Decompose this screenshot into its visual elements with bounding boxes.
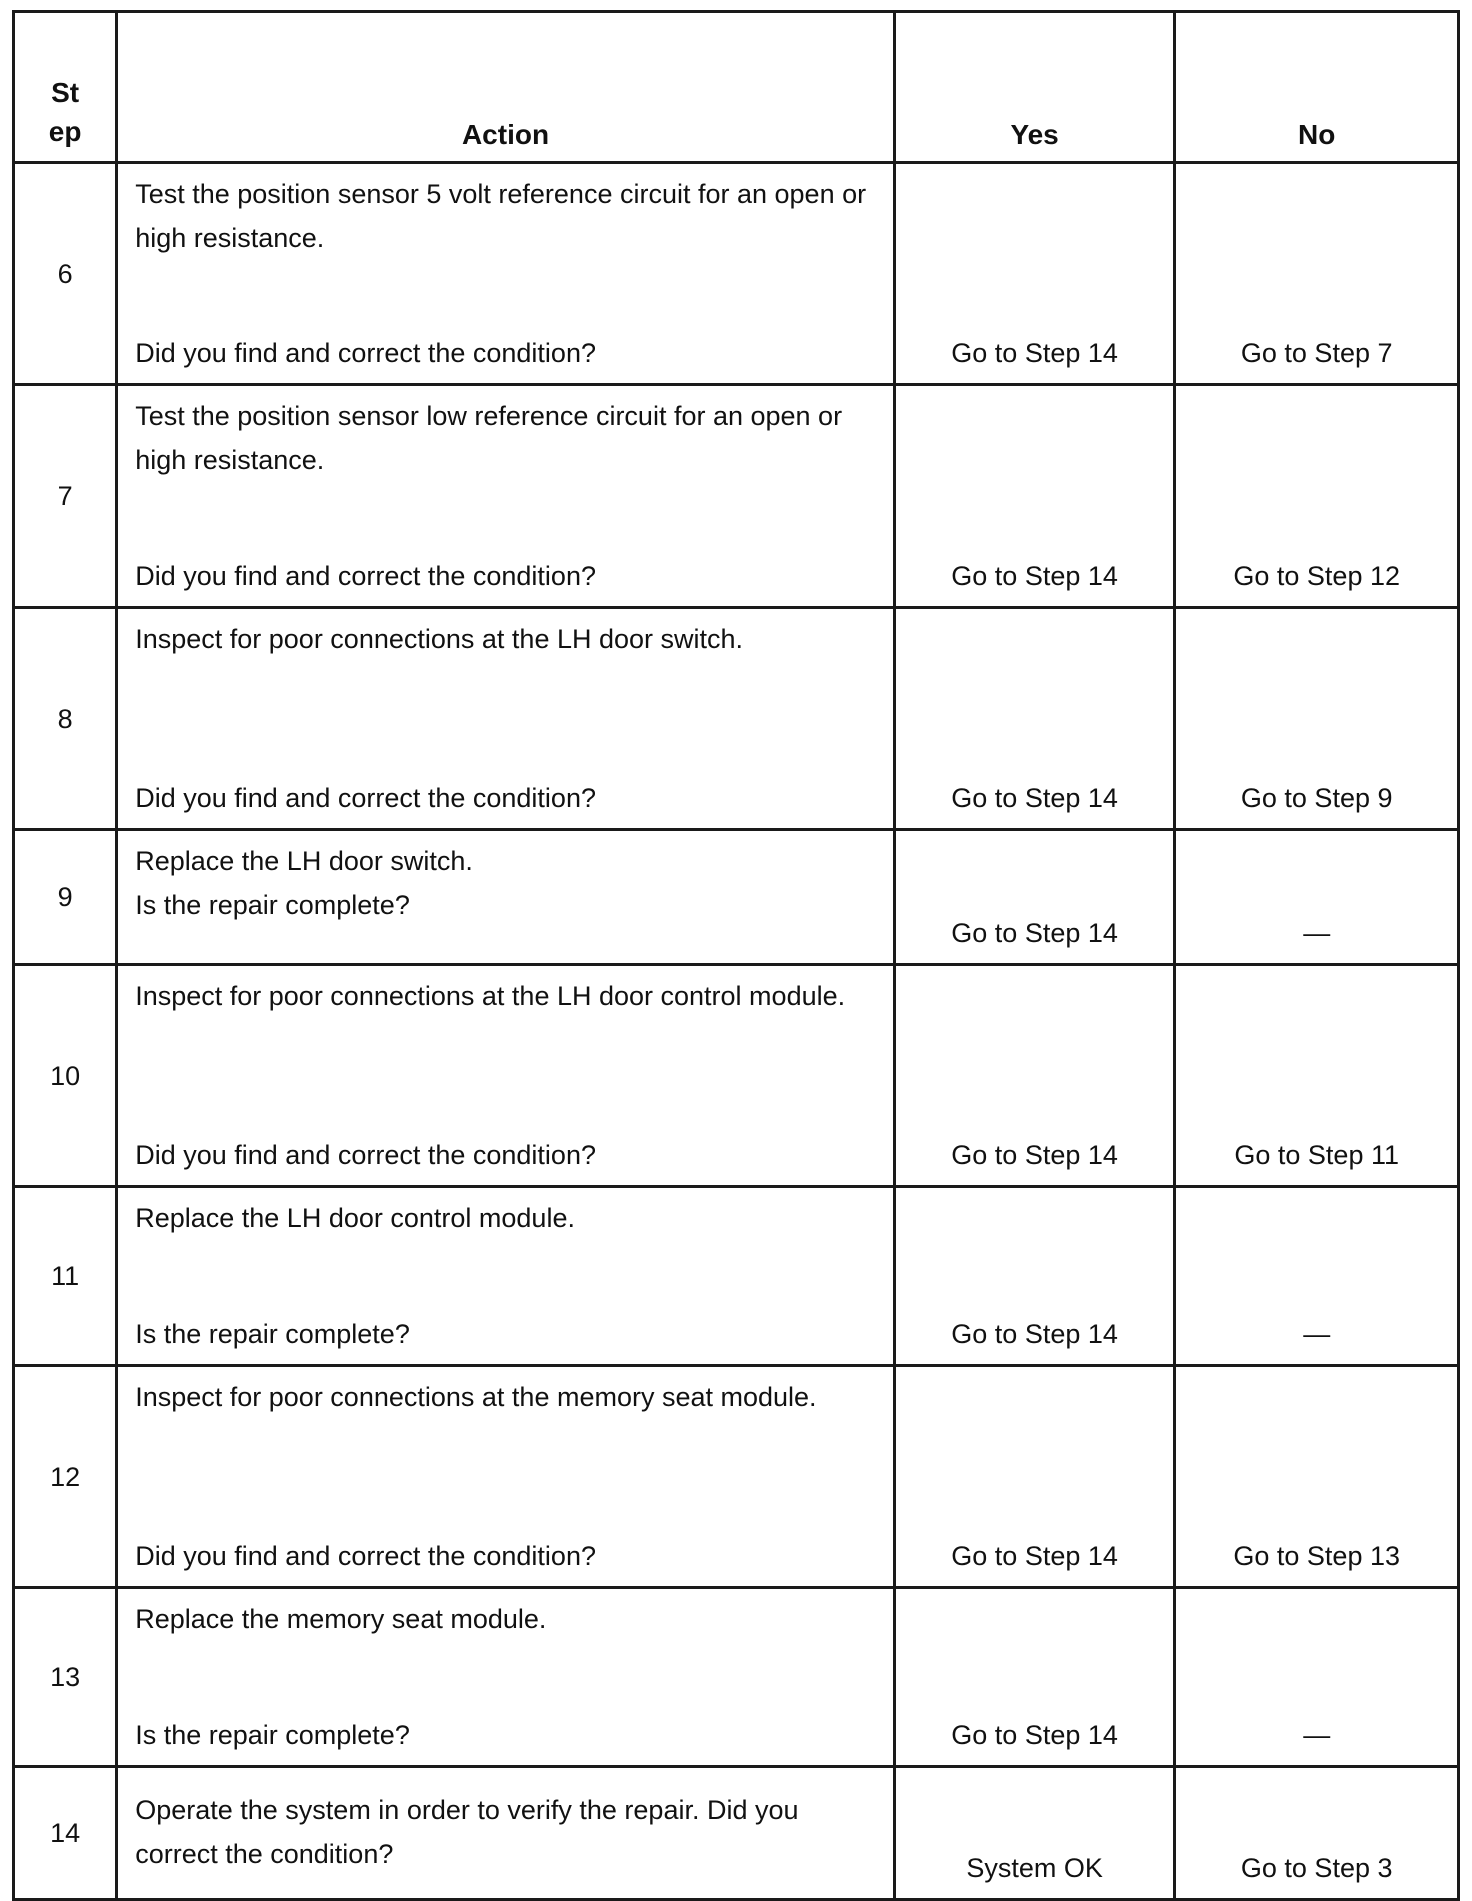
step-number: 10 [14, 965, 117, 1187]
step-number: 6 [14, 163, 117, 385]
yes-result: Go to Step 14 [894, 965, 1175, 1187]
action-question: Did you find and correct the condition? [135, 338, 596, 368]
yes-result: Go to Step 14 [894, 830, 1175, 965]
action-question: Is the repair complete? [135, 890, 410, 920]
step-number: 8 [14, 608, 117, 830]
yes-result: Go to Step 14 [894, 385, 1175, 608]
table-row [14, 965, 1459, 1187]
yes-result: Go to Step 14 [894, 163, 1175, 385]
action-question: Did you find and correct the condition? [135, 561, 596, 591]
diagnostic-table [12, 10, 1460, 1901]
action-instruction: Test the position sensor 5 volt reference circuit for an open or high resistance. [135, 179, 867, 253]
no-result: Go to Step 7 [1175, 163, 1459, 385]
action-instruction: Inspect for poor connections at the LH door switch. [135, 624, 744, 654]
no-result: Go to Step 13 [1175, 1366, 1459, 1588]
yes-result: System OK [894, 1767, 1175, 1900]
yes-result: Go to Step 14 [894, 608, 1175, 830]
table-row [14, 608, 1459, 830]
header-step-line1: St [51, 77, 80, 108]
yes-result: Go to Step 14 [894, 1187, 1175, 1366]
action-instruction: Replace the memory seat module. [135, 1604, 547, 1634]
action-instruction: Inspect for poor connections at the LH door control module. [135, 981, 846, 1011]
action-cell [117, 608, 895, 830]
header-yes: Yes [894, 12, 1175, 163]
table-row [14, 1366, 1459, 1588]
action-instruction: Replace the LH door control module. [135, 1203, 575, 1233]
header-no: No [1175, 12, 1459, 163]
table-row [14, 830, 1459, 965]
action-cell [117, 1187, 895, 1366]
yes-result: Go to Step 14 [894, 1588, 1175, 1767]
action-cell [117, 965, 895, 1187]
action-question: Did you find and correct the condition? [135, 1140, 596, 1170]
table-row [14, 1187, 1459, 1366]
yes-result: Go to Step 14 [894, 1366, 1175, 1588]
table-row [14, 163, 1459, 385]
action-cell [117, 1767, 895, 1900]
action-question: Did you find and correct the condition? [135, 1541, 596, 1571]
no-result: Go to Step 12 [1175, 385, 1459, 608]
no-result: Go to Step 3 [1175, 1767, 1459, 1900]
action-instruction: Inspect for poor connections at the memory seat module. [135, 1382, 817, 1412]
action-cell [117, 163, 895, 385]
action-question: Is the repair complete? [135, 1720, 410, 1750]
action-question: Is the repair complete? [135, 1319, 410, 1349]
no-result: — [1175, 1187, 1459, 1366]
step-number: 9 [14, 830, 117, 965]
step-number: 12 [14, 1366, 117, 1588]
action-cell [117, 1366, 895, 1588]
header-step-line2: ep [48, 116, 82, 147]
step-number: 7 [14, 385, 117, 608]
action-instruction: Operate the system in order to verify the repair. Did you correct the condition? [135, 1795, 799, 1869]
table-row [14, 1767, 1459, 1900]
no-result: — [1175, 1588, 1459, 1767]
header-action: Action [117, 12, 895, 163]
action-instruction: Test the position sensor low reference circuit for an open or high resistance. [135, 401, 843, 475]
step-number: 11 [14, 1187, 117, 1366]
no-result: Go to Step 11 [1175, 965, 1459, 1187]
no-result: — [1175, 830, 1459, 965]
table-row [14, 385, 1459, 608]
action-question: Did you find and correct the condition? [135, 783, 596, 813]
step-number: 13 [14, 1588, 117, 1767]
header-step [14, 12, 117, 163]
action-instruction: Replace the LH door switch. [135, 846, 473, 876]
step-number: 14 [14, 1767, 117, 1900]
action-cell [117, 830, 895, 965]
action-cell [117, 1588, 895, 1767]
table-header-row [14, 12, 1459, 163]
action-cell [117, 385, 895, 608]
no-result: Go to Step 9 [1175, 608, 1459, 830]
table-row [14, 1588, 1459, 1767]
